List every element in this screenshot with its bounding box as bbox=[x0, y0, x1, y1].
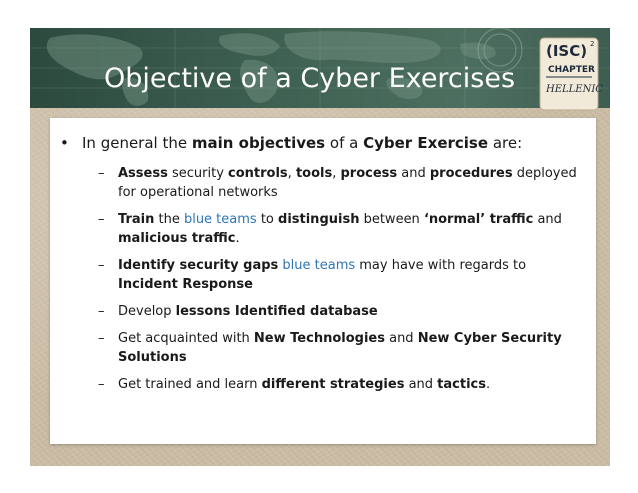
main-bullet bbox=[60, 132, 590, 154]
text-segment: and bbox=[533, 212, 562, 227]
content-panel bbox=[50, 118, 596, 444]
bold-text: procedures bbox=[429, 166, 513, 181]
svg-text:2: 2 bbox=[590, 40, 595, 48]
bold-text: Incident Response bbox=[118, 277, 253, 292]
bold-text: New Cyber Security Solutions bbox=[118, 331, 562, 365]
bold-text: process bbox=[340, 166, 398, 181]
bold-text: Assess bbox=[118, 166, 168, 181]
bold-text: controls bbox=[228, 166, 288, 181]
objectives-list bbox=[98, 164, 588, 402]
text-segment: . bbox=[485, 377, 491, 392]
bold-text: New Technologies bbox=[253, 331, 385, 346]
objective-item bbox=[98, 375, 588, 394]
text-segment: Get acquainted with bbox=[118, 331, 254, 346]
text-segment: the bbox=[154, 212, 184, 227]
dash-marker: – bbox=[98, 166, 105, 181]
svg-text:CHAPTER: CHAPTER bbox=[548, 65, 595, 75]
text-segment: to bbox=[256, 212, 279, 227]
isc2-hellenic-chapter-logo-icon bbox=[520, 32, 610, 112]
objective-item bbox=[98, 164, 588, 202]
text-segment: Develop bbox=[118, 304, 176, 319]
text-segment: and bbox=[384, 331, 418, 346]
text-segment: deployed for operational networks bbox=[118, 166, 577, 200]
text-segment: . bbox=[235, 231, 240, 246]
text-segment: , bbox=[332, 166, 341, 181]
bold-text: malicious traffic bbox=[118, 231, 236, 246]
bullet-marker: • bbox=[60, 134, 69, 152]
text-segment: security bbox=[167, 166, 229, 181]
text-segment: are: bbox=[488, 134, 523, 152]
bold-text: tactics bbox=[437, 377, 486, 392]
objective-item bbox=[98, 210, 588, 248]
svg-text:(ISC): (ISC) bbox=[546, 42, 588, 60]
dash-marker: – bbox=[98, 304, 105, 319]
bold-text: Identify security gaps bbox=[118, 258, 279, 273]
text-segment: , bbox=[287, 166, 296, 181]
slide bbox=[30, 28, 610, 466]
slide-title: Objective of a Cyber Exercises bbox=[104, 63, 516, 94]
bold-text: distinguish bbox=[278, 212, 360, 227]
svg-text:HELLENIC: HELLENIC bbox=[546, 84, 603, 95]
objective-item bbox=[98, 302, 588, 321]
dash-marker: – bbox=[98, 331, 105, 346]
text-segment: Get trained and learn bbox=[118, 377, 262, 392]
text-segment: In general the bbox=[82, 134, 192, 152]
bold-text: different strategies bbox=[261, 377, 405, 392]
bold-text: Cyber Exercise bbox=[363, 134, 489, 152]
text-segment: between bbox=[359, 212, 424, 227]
text-segment: may have with regards to bbox=[355, 258, 527, 273]
dash-marker: – bbox=[98, 377, 105, 392]
dash-marker: – bbox=[98, 212, 105, 227]
bold-text: tools bbox=[295, 166, 333, 181]
intro-text bbox=[82, 134, 522, 152]
text-segment: and bbox=[397, 166, 430, 181]
bold-text: lessons Identified database bbox=[175, 304, 378, 319]
highlight-text: blue teams bbox=[183, 212, 257, 227]
highlight-text: blue teams bbox=[282, 258, 356, 273]
text-segment: and bbox=[404, 377, 438, 392]
bold-text: main objectives bbox=[191, 134, 326, 152]
objective-item bbox=[98, 329, 588, 367]
objective-item bbox=[98, 256, 588, 294]
bold-text: Train bbox=[118, 212, 155, 227]
text-segment: of a bbox=[325, 134, 364, 152]
dash-marker: – bbox=[98, 258, 105, 273]
bold-text: ‘normal’ traffic bbox=[423, 212, 534, 227]
